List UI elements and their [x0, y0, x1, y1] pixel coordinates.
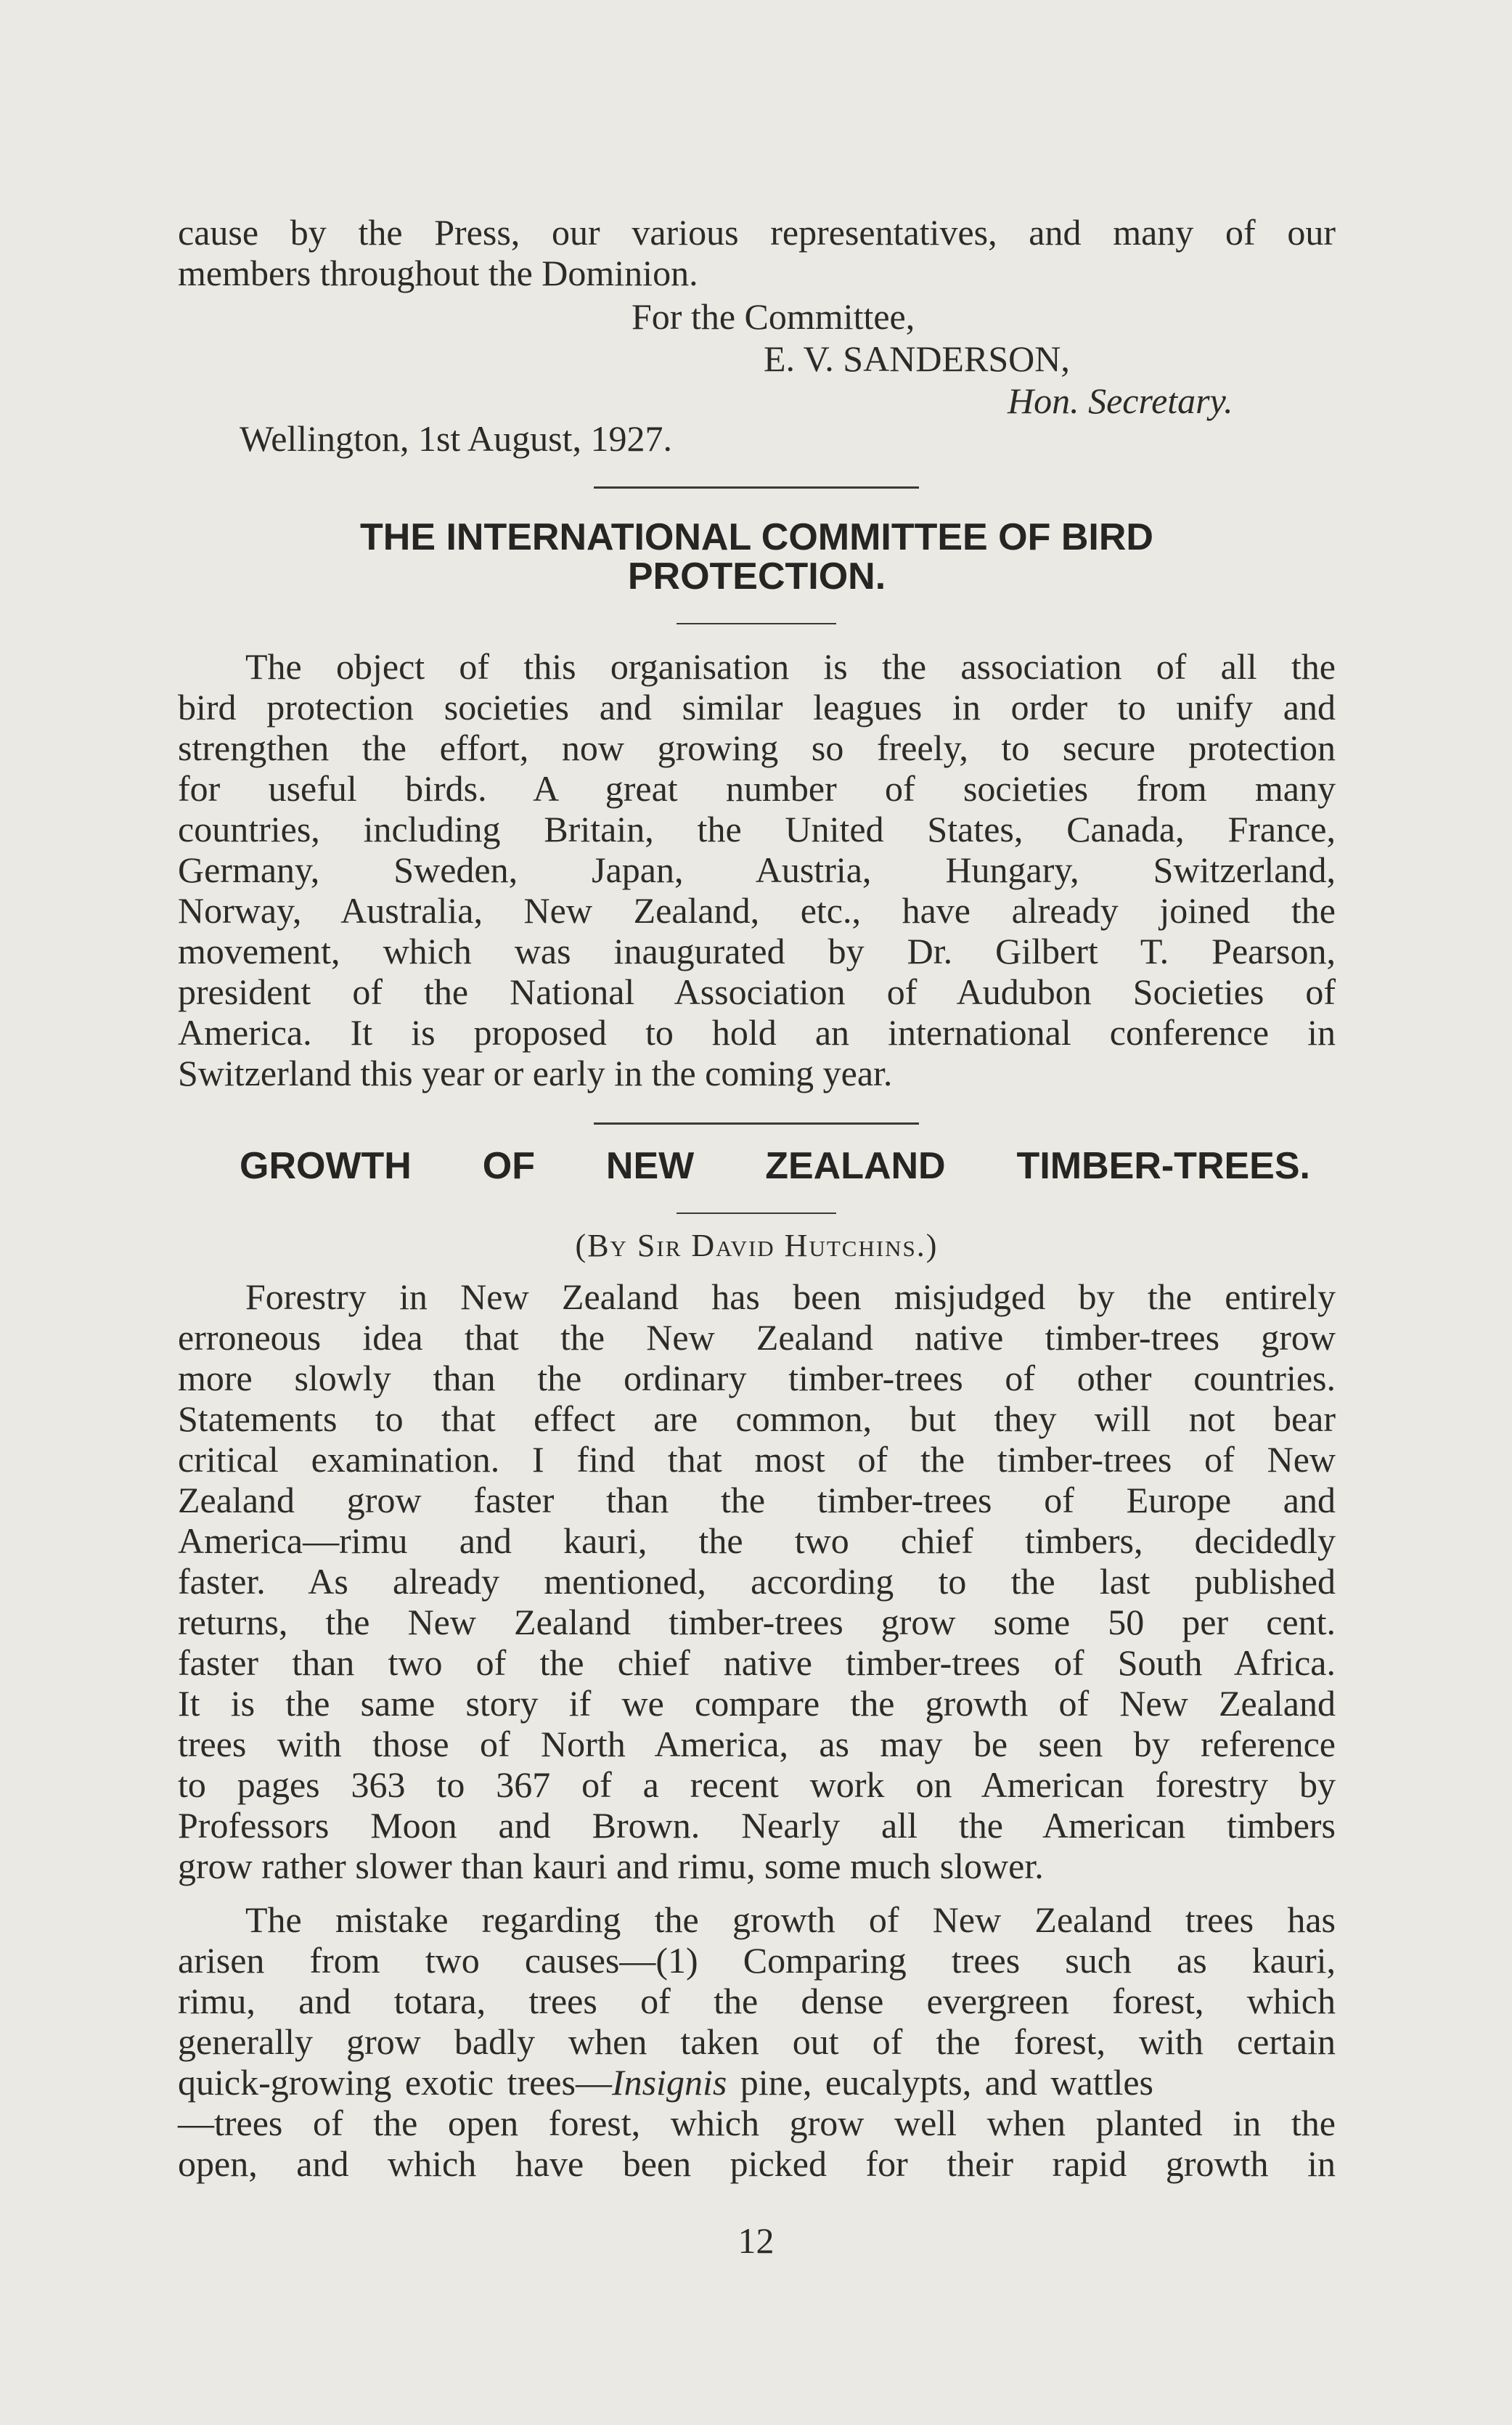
body-line: arisen from two causes—(1) Comparing trees such as kauri, — [178, 1940, 1336, 1981]
section-heading: PROTECTION. — [627, 555, 886, 598]
body-text: pine, eucalypts, and wattles — [727, 2062, 1154, 2103]
body-line: returns, the New Zealand timber-trees grow some 50 per cent. — [178, 1602, 1336, 1642]
body-text: quick-growing exotic trees— — [178, 2062, 612, 2103]
signatory-title: Hon. Secretary. — [1008, 380, 1233, 421]
body-line: more slowly than the ordinary timber-trees of other countries. — [178, 1358, 1336, 1398]
body-line: Professors Moon and Brown. Nearly all the American timbers — [178, 1805, 1336, 1846]
body-line: countries, including Britain, the United States, Canada, France, — [178, 809, 1336, 849]
byline-text: (By Sir David Hutchins.) — [575, 1228, 939, 1263]
body-line: trees with those of North America, as may be seen by reference — [178, 1724, 1336, 1764]
body-line: America—rimu and kauri, the two chief timbers, decidedly — [178, 1520, 1336, 1561]
body-line: critical examination. I find that most of the timber-trees of New — [178, 1439, 1336, 1480]
body-line: rimu, and totara, trees of the dense evergreen forest, which — [178, 1981, 1336, 2021]
section-heading: THE INTERNATIONAL COMMITTEE OF BIRD — [360, 516, 1153, 558]
body-line — [178, 2062, 1336, 2103]
body-line: cause by the Press, our various representatives, and many of our — [178, 212, 1336, 253]
body-line: to pages 363 to 367 of a recent work on American forestry by — [178, 1764, 1336, 1805]
body-line: members throughout the Dominion. — [178, 253, 698, 293]
body-line: erroneous idea that the New Zealand native timber-trees grow — [178, 1317, 1336, 1358]
body-line: president of the National Association of Audubon Societies of — [178, 971, 1336, 1012]
body-line: for useful birds. A great number of societies from many — [178, 768, 1336, 809]
section-divider — [594, 486, 919, 489]
section-heading: GROWTH OF NEW ZEALAND TIMBER-TREES. — [240, 1145, 1310, 1187]
body-line: Forestry in New Zealand has been misjudged by the entirely — [245, 1276, 1336, 1317]
place-date: Wellington, 1st August, 1927. — [240, 418, 672, 459]
body-line: America. It is proposed to hold an international conference in — [178, 1012, 1336, 1053]
body-line: Zealand grow faster than the timber-trees of Europe and — [178, 1480, 1336, 1520]
body-line: Germany, Sweden, Japan, Austria, Hungary, Switzerland, — [178, 849, 1336, 890]
body-line: Statements to that effect are common, but they will not bear — [178, 1398, 1336, 1439]
body-line: The object of this organisation is the association of all the — [245, 646, 1336, 687]
body-line: faster than two of the chief native timber-trees of South Africa. — [178, 1642, 1336, 1683]
body-line: It is the same story if we compare the growth of New Zealand — [178, 1683, 1336, 1724]
body-line: Norway, Australia, New Zealand, etc., have already joined the — [178, 890, 1336, 931]
body-line: open, and which have been picked for their rapid growth in — [178, 2143, 1336, 2184]
section-divider — [594, 1122, 919, 1125]
species-name: Insignis — [611, 2062, 727, 2103]
body-line: generally grow badly when taken out of the forest, with certain — [178, 2021, 1336, 2062]
body-line: —trees of the open forest, which grow well when planted in the — [178, 2103, 1336, 2143]
signatory-name: E. V. SANDERSON, — [764, 338, 1070, 379]
body-line: Switzerland this year or early in the coming year. — [178, 1053, 893, 1093]
heading-underline — [677, 1212, 836, 1214]
body-line: grow rather slower than kauri and rimu, some much slower. — [178, 1846, 1044, 1886]
body-line: bird protection societies and similar leagues in order to unify and — [178, 687, 1336, 728]
byline — [178, 1226, 1336, 1266]
body-line: movement, which was inaugurated by Dr. Gilbert T. Pearson, — [178, 931, 1336, 971]
for-committee-text: For the Committee, — [632, 296, 915, 337]
body-line: The mistake regarding the growth of New Zealand trees has — [245, 1899, 1336, 1940]
body-line: faster. As already mentioned, according to the last published — [178, 1561, 1336, 1602]
body-line: strengthen the effort, now growing so freely, to secure protection — [178, 728, 1336, 768]
heading-underline — [677, 623, 836, 624]
page-number: 12 — [737, 2220, 775, 2261]
